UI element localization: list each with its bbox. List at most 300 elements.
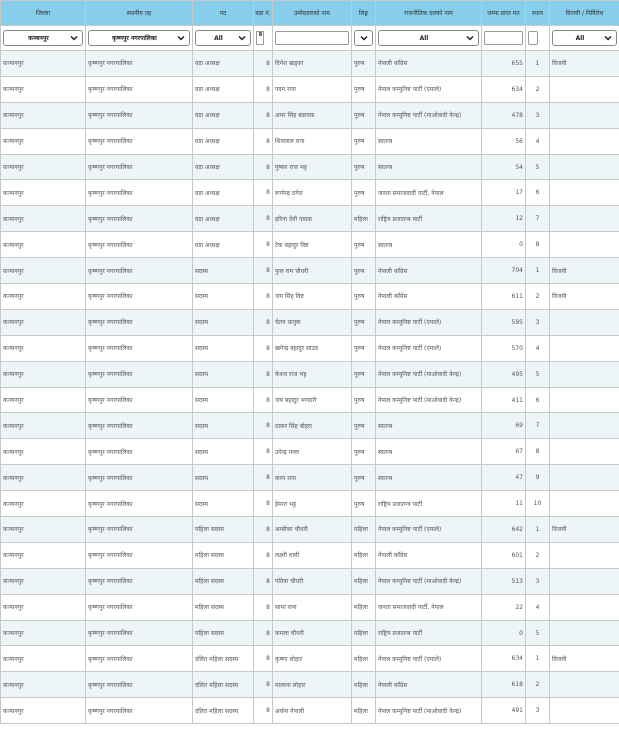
cell-party: जनता समाजवादी पार्टी, नेपाल: [376, 180, 482, 206]
cell-candidate-name: जय बहादुर भण्डारी: [273, 387, 352, 413]
header-gender[interactable]: लिङ्ग: [352, 1, 376, 26]
cell-gender: पुरुष: [352, 258, 376, 284]
table-row[interactable]: [1, 232, 619, 258]
cell-local-level: कृष्णपुर नगरपालिका: [86, 698, 193, 724]
cell-candidate-name: मालाना लोहार: [273, 672, 352, 698]
cell-district: कञ्चनपुर: [1, 568, 86, 594]
cell-gender: महिला: [352, 672, 376, 698]
cell-ward: 8: [254, 335, 273, 361]
results-body: [1, 51, 619, 724]
cell-gender: पुरुष: [352, 465, 376, 491]
table-row[interactable]: [1, 206, 619, 232]
gender-filter-select[interactable]: [354, 30, 373, 46]
cell-post: महिला सदस्य: [193, 620, 254, 646]
cell-votes: 642: [482, 517, 526, 543]
cell-winner: [550, 672, 619, 698]
cell-winner: [550, 76, 619, 102]
party-filter-select[interactable]: [378, 30, 479, 46]
cell-gender: महिला: [352, 646, 376, 672]
cell-votes: 0: [482, 620, 526, 646]
cell-winner: विजयी: [550, 646, 619, 672]
table-row[interactable]: [1, 154, 619, 180]
cell-party: नेपाली काँग्रेस: [376, 284, 482, 310]
cell-candidate-name: कृष्णा लोहार: [273, 646, 352, 672]
cell-ward: 8: [254, 51, 273, 77]
cell-candidate-name: सामा राना: [273, 594, 352, 620]
table-row[interactable]: [1, 258, 619, 284]
cell-votes: 513: [482, 568, 526, 594]
cell-gender: पुरुष: [352, 232, 376, 258]
cell-votes: 634: [482, 646, 526, 672]
post-filter-select[interactable]: [195, 30, 251, 46]
cell-local-level: कृष्णपुर नगरपालिका: [86, 491, 193, 517]
cell-rank: 9: [526, 465, 550, 491]
cell-party: नेपाल कम्युनिष्ट पार्टी (माओवादी केन्द्र): [376, 102, 482, 128]
cell-candidate-name: अर्चना नेपाली: [273, 698, 352, 724]
table-row[interactable]: [1, 413, 619, 439]
cell-gender: महिला: [352, 568, 376, 594]
header-row: [1, 1, 619, 26]
votes-filter-input[interactable]: [484, 31, 523, 45]
table-row[interactable]: [1, 387, 619, 413]
header-rank[interactable]: स्थान: [526, 1, 550, 26]
table-row[interactable]: [1, 698, 619, 724]
cell-district: कञ्चनपुर: [1, 698, 86, 724]
cell-winner: [550, 465, 619, 491]
cell-votes: 491: [482, 698, 526, 724]
cell-post: सदस्य: [193, 491, 254, 517]
cell-post: वडा अध्यक्ष: [193, 154, 254, 180]
cell-post: सदस्य: [193, 413, 254, 439]
cell-candidate-name: जय सिंह विष्ट: [273, 284, 352, 310]
cell-post: वडा अध्यक्ष: [193, 180, 254, 206]
cell-district: कञ्चनपुर: [1, 542, 86, 568]
cell-winner: विजयी: [550, 51, 619, 77]
cell-local-level: कृष्णपुर नगरपालिका: [86, 154, 193, 180]
cell-gender: पुरुष: [352, 439, 376, 465]
cell-rank: 3: [526, 568, 550, 594]
cell-gender: महिला: [352, 206, 376, 232]
cell-gender: महिला: [352, 594, 376, 620]
candidate-name-filter-input[interactable]: [275, 31, 349, 45]
cell-post: वडा अध्यक्ष: [193, 51, 254, 77]
cell-district: कञ्चनपुर: [1, 284, 86, 310]
cell-district: कञ्चनपुर: [1, 309, 86, 335]
cell-rank: 8: [526, 232, 550, 258]
cell-candidate-name: रूप्पेन्द्र ठगेरा: [273, 180, 352, 206]
cell-rank: 10: [526, 491, 550, 517]
cell-gender: महिला: [352, 542, 376, 568]
cell-votes: 54: [482, 154, 526, 180]
cell-district: कञ्चनपुर: [1, 154, 86, 180]
cell-local-level: कृष्णपुर नगरपालिका: [86, 51, 193, 77]
cell-votes: 601: [482, 542, 526, 568]
cell-rank: 2: [526, 76, 550, 102]
cell-votes: 495: [482, 361, 526, 387]
cell-post: सदस्य: [193, 361, 254, 387]
chevron-down-icon: [69, 33, 79, 43]
cell-post: सदस्य: [193, 439, 254, 465]
cell-rank: 4: [526, 594, 550, 620]
cell-ward: 8: [254, 180, 273, 206]
cell-post: वडा अध्यक्ष: [193, 128, 254, 154]
cell-ward: 8: [254, 361, 273, 387]
cell-district: कञ्चनपुर: [1, 76, 86, 102]
cell-rank: 7: [526, 206, 550, 232]
cell-candidate-name: केशव राज भट्ट: [273, 361, 352, 387]
cell-rank: 8: [526, 439, 550, 465]
cell-votes: 11: [482, 491, 526, 517]
party-filter-value: All: [419, 34, 429, 42]
header-ward[interactable]: वडा नं.: [254, 1, 273, 26]
cell-gender: पुरुष: [352, 387, 376, 413]
cell-winner: [550, 102, 619, 128]
cell-post: दलित महिला सदस्य: [193, 646, 254, 672]
cell-party: नेपाल कम्युनिष्ट पार्टी (माओवादी केन्द्र): [376, 361, 482, 387]
cell-party: स्वतन्त्र: [376, 439, 482, 465]
cell-post: सदस्य: [193, 258, 254, 284]
header-district[interactable]: जिल्ला: [1, 1, 86, 26]
chevron-down-icon: [603, 33, 613, 43]
cell-votes: 478: [482, 102, 526, 128]
cell-post: वडा अध्यक्ष: [193, 76, 254, 102]
table-row[interactable]: [1, 102, 619, 128]
cell-local-level: कृष्णपुर नगरपालिका: [86, 309, 193, 335]
cell-rank: 1: [526, 258, 550, 284]
cell-rank: 2: [526, 672, 550, 698]
cell-district: कञ्चनपुर: [1, 594, 86, 620]
cell-gender: पुरुष: [352, 309, 376, 335]
cell-winner: [550, 413, 619, 439]
cell-candidate-name: खगेन्द्र बहादुर साउद: [273, 335, 352, 361]
cell-candidate-name: अमर सिंह बडायक: [273, 102, 352, 128]
cell-ward: 8: [254, 232, 273, 258]
cell-votes: 56: [482, 128, 526, 154]
cell-party: नेपाली काँग्रेस: [376, 672, 482, 698]
cell-local-level: कृष्णपुर नगरपालिका: [86, 76, 193, 102]
cell-district: कञ्चनपुर: [1, 439, 86, 465]
cell-ward: 8: [254, 568, 273, 594]
cell-votes: 69: [482, 413, 526, 439]
cell-candidate-name: करन राना: [273, 465, 352, 491]
cell-winner: [550, 180, 619, 206]
cell-party: नेपाली काँग्रेस: [376, 51, 482, 77]
cell-post: वडा अध्यक्ष: [193, 206, 254, 232]
cell-winner: विजयी: [550, 284, 619, 310]
table-row[interactable]: [1, 568, 619, 594]
cell-local-level: कृष्णपुर नगरपालिका: [86, 284, 193, 310]
cell-rank: 6: [526, 387, 550, 413]
cell-rank: 3: [526, 102, 550, 128]
cell-party: स्वतन्त्र: [376, 128, 482, 154]
cell-party: स्वतन्त्र: [376, 232, 482, 258]
cell-rank: 4: [526, 128, 550, 154]
cell-post: सदस्य: [193, 309, 254, 335]
cell-votes: 611: [482, 284, 526, 310]
table-row[interactable]: [1, 361, 619, 387]
cell-winner: विजयी: [550, 517, 619, 543]
cell-ward: 8: [254, 672, 273, 698]
cell-party: राष्ट्रिय प्रजातन्त्र पार्टी: [376, 206, 482, 232]
cell-winner: [550, 361, 619, 387]
cell-district: कञ्चनपुर: [1, 517, 86, 543]
cell-gender: पुरुष: [352, 76, 376, 102]
cell-district: कञ्चनपुर: [1, 206, 86, 232]
cell-candidate-name: उपेन्द्र मल्ल: [273, 439, 352, 465]
local-level-filter-select[interactable]: [88, 30, 190, 46]
cell-gender: पुरुष: [352, 180, 376, 206]
cell-rank: 3: [526, 698, 550, 724]
cell-district: कञ्चनपुर: [1, 51, 86, 77]
winner-filter-select[interactable]: [552, 30, 617, 46]
post-filter-value: All: [214, 34, 223, 42]
cell-ward: 8: [254, 387, 273, 413]
cell-local-level: कृष्णपुर नगरपालिका: [86, 102, 193, 128]
table-row[interactable]: [1, 180, 619, 206]
table-row[interactable]: [1, 594, 619, 620]
cell-district: कञ्चनपुर: [1, 258, 86, 284]
cell-winner: [550, 309, 619, 335]
cell-gender: पुरुष: [352, 335, 376, 361]
header-winner[interactable]: विजयी / निर्विरोध: [550, 1, 619, 26]
cell-district: कञ्चनपुर: [1, 128, 86, 154]
cell-party: राष्ट्रिय प्रजातन्त्र पार्टी: [376, 620, 482, 646]
cell-local-level: कृष्णपुर नगरपालिका: [86, 517, 193, 543]
cell-candidate-name: टेक बहादुर विष्ट: [273, 232, 352, 258]
cell-party: नेपाल कम्युनिष्ट पार्टी (माओवादी केन्द्र): [376, 568, 482, 594]
cell-winner: [550, 568, 619, 594]
cell-ward: 8: [254, 206, 273, 232]
cell-local-level: कृष्णपुर नगरपालिका: [86, 465, 193, 491]
cell-winner: [550, 439, 619, 465]
cell-votes: 411: [482, 387, 526, 413]
cell-post: महिला सदस्य: [193, 542, 254, 568]
cell-district: कञ्चनपुर: [1, 335, 86, 361]
cell-ward: 8: [254, 258, 273, 284]
cell-ward: 8: [254, 491, 273, 517]
cell-ward: 8: [254, 128, 273, 154]
cell-district: कञ्चनपुर: [1, 646, 86, 672]
cell-rank: 5: [526, 620, 550, 646]
cell-rank: 1: [526, 51, 550, 77]
cell-candidate-name: पदम राना: [273, 76, 352, 102]
cell-party: जनता समाजवादी पार्टी, नेपाल: [376, 594, 482, 620]
table-row[interactable]: [1, 309, 619, 335]
cell-ward: 8: [254, 698, 273, 724]
cell-rank: 4: [526, 335, 550, 361]
chevron-down-icon: [237, 33, 247, 43]
cell-party: स्वतन्त्र: [376, 465, 482, 491]
header-votes[interactable]: जम्मा प्राप्त मत: [482, 1, 526, 26]
cell-ward: 8: [254, 517, 273, 543]
cell-ward: 8: [254, 154, 273, 180]
cell-candidate-name: अम्बीका चौधरी: [273, 517, 352, 543]
cell-votes: 67: [482, 439, 526, 465]
header-candidate-name[interactable]: उम्मेदवारको नाम: [273, 1, 352, 26]
district-filter-value: कञ्चनपुर: [28, 35, 49, 42]
table-row[interactable]: [1, 335, 619, 361]
cell-winner: [550, 154, 619, 180]
table-row[interactable]: [1, 542, 619, 568]
cell-votes: 570: [482, 335, 526, 361]
cell-local-level: कृष्णपुर नगरपालिका: [86, 258, 193, 284]
cell-post: सदस्य: [193, 387, 254, 413]
cell-candidate-name: लक्ष्मी धामी: [273, 542, 352, 568]
cell-district: कञ्चनपुर: [1, 672, 86, 698]
cell-gender: पुरुष: [352, 413, 376, 439]
cell-votes: 704: [482, 258, 526, 284]
cell-winner: [550, 128, 619, 154]
cell-winner: [550, 491, 619, 517]
cell-district: कञ्चनपुर: [1, 620, 86, 646]
cell-party: नेपाल कम्युनिष्ट पार्टी (एमाले): [376, 335, 482, 361]
cell-district: कञ्चनपुर: [1, 491, 86, 517]
cell-party: नेपाल कम्युनिष्ट पार्टी (माओवादी केन्द्र): [376, 387, 482, 413]
cell-candidate-name: दिनेश खड्का: [273, 51, 352, 77]
cell-gender: महिला: [352, 620, 376, 646]
cell-candidate-name: कमला चौधरी: [273, 620, 352, 646]
cell-post: दलित महिला सदस्य: [193, 672, 254, 698]
cell-gender: पुरुष: [352, 128, 376, 154]
table-row[interactable]: [1, 491, 619, 517]
cell-votes: 634: [482, 76, 526, 102]
cell-winner: [550, 387, 619, 413]
cell-post: सदस्य: [193, 335, 254, 361]
cell-local-level: कृष्णपुर नगरपालिका: [86, 180, 193, 206]
ward-filter-input[interactable]: 8: [256, 31, 264, 45]
cell-ward: 8: [254, 284, 273, 310]
cell-district: कञ्चनपुर: [1, 180, 86, 206]
cell-gender: पुरुष: [352, 361, 376, 387]
cell-gender: पुरुष: [352, 491, 376, 517]
cell-post: वडा अध्यक्ष: [193, 232, 254, 258]
table-row[interactable]: [1, 51, 619, 77]
cell-gender: महिला: [352, 698, 376, 724]
cell-ward: 8: [254, 439, 273, 465]
cell-votes: 655: [482, 51, 526, 77]
winner-filter-value: All: [575, 34, 585, 42]
cell-rank: 1: [526, 517, 550, 543]
table-row[interactable]: [1, 128, 619, 154]
header-post[interactable]: पद: [193, 1, 254, 26]
cell-votes: 12: [482, 206, 526, 232]
cell-party: नेपाल कम्युनिष्ट पार्टी (एमाले): [376, 517, 482, 543]
cell-winner: [550, 620, 619, 646]
cell-post: दलित महिला सदस्य: [193, 698, 254, 724]
district-filter-select[interactable]: [3, 30, 83, 46]
cell-gender: पुरुष: [352, 154, 376, 180]
cell-party: स्वतन्त्र: [376, 413, 482, 439]
cell-local-level: कृष्णपुर नगरपालिका: [86, 439, 193, 465]
cell-local-level: कृष्णपुर नगरपालिका: [86, 620, 193, 646]
cell-rank: 3: [526, 309, 550, 335]
cell-votes: 22: [482, 594, 526, 620]
cell-local-level: कृष्णपुर नगरपालिका: [86, 568, 193, 594]
cell-votes: 595: [482, 309, 526, 335]
table-row[interactable]: [1, 76, 619, 102]
cell-winner: [550, 335, 619, 361]
cell-gender: पुरुष: [352, 102, 376, 128]
cell-gender: पुरुष: [352, 284, 376, 310]
cell-rank: 5: [526, 154, 550, 180]
cell-rank: 2: [526, 542, 550, 568]
table-row[interactable]: [1, 465, 619, 491]
cell-candidate-name: शिवलाल राना: [273, 128, 352, 154]
chevron-down-icon: [359, 33, 369, 43]
chevron-down-icon: [176, 33, 186, 43]
cell-ward: 8: [254, 413, 273, 439]
chevron-down-icon: [465, 33, 475, 43]
cell-rank: 1: [526, 646, 550, 672]
cell-ward: 8: [254, 309, 273, 335]
cell-district: कञ्चनपुर: [1, 102, 86, 128]
cell-candidate-name: हेमन्त भट्ट: [273, 491, 352, 517]
cell-votes: 0: [482, 232, 526, 258]
table-row[interactable]: [1, 672, 619, 698]
table-row[interactable]: [1, 284, 619, 310]
cell-ward: 8: [254, 102, 273, 128]
cell-rank: 5: [526, 361, 550, 387]
header-party[interactable]: राजनीतिक दलको नाम: [376, 1, 482, 26]
cell-party: राष्ट्रिय प्रजातन्त्र पार्टी: [376, 491, 482, 517]
cell-gender: महिला: [352, 517, 376, 543]
cell-candidate-name: फुल राम चौधरी: [273, 258, 352, 284]
rank-filter-input[interactable]: [528, 31, 538, 45]
cell-district: कञ्चनपुर: [1, 387, 86, 413]
header-local-level[interactable]: स्थानीय तह: [86, 1, 193, 26]
cell-ward: 8: [254, 646, 273, 672]
cell-ward: 8: [254, 76, 273, 102]
cell-ward: 8: [254, 542, 273, 568]
cell-local-level: कृष्णपुर नगरपालिका: [86, 646, 193, 672]
cell-candidate-name: पवित्रा चौधरी: [273, 568, 352, 594]
cell-local-level: कृष्णपुर नगरपालिका: [86, 335, 193, 361]
cell-local-level: कृष्णपुर नगरपालिका: [86, 232, 193, 258]
cell-post: वडा अध्यक्ष: [193, 102, 254, 128]
cell-party: स्वतन्त्र: [376, 154, 482, 180]
cell-district: कञ्चनपुर: [1, 361, 86, 387]
cell-post: सदस्य: [193, 284, 254, 310]
cell-votes: 17: [482, 180, 526, 206]
cell-winner: [550, 206, 619, 232]
cell-winner: [550, 594, 619, 620]
cell-local-level: कृष्णपुर नगरपालिका: [86, 594, 193, 620]
cell-local-level: कृष्णपुर नगरपालिका: [86, 128, 193, 154]
cell-rank: 7: [526, 413, 550, 439]
cell-winner: [550, 232, 619, 258]
cell-winner: [550, 542, 619, 568]
table-row[interactable]: [1, 439, 619, 465]
cell-party: नेपाली काँग्रेस: [376, 258, 482, 284]
cell-local-level: कृष्णपुर नगरपालिका: [86, 361, 193, 387]
table-row[interactable]: [1, 646, 619, 672]
cell-party: नेपाल कम्युनिष्ट पार्टी (माओवादी केन्द्र): [376, 698, 482, 724]
cell-candidate-name: ठाकर सिंह बोहरा: [273, 413, 352, 439]
cell-candidate-name: हरिना देवी पाठक: [273, 206, 352, 232]
cell-party: नेपाल कम्युनिष्ट पार्टी (एमाले): [376, 309, 482, 335]
table-row[interactable]: [1, 620, 619, 646]
cell-rank: 6: [526, 180, 550, 206]
cell-post: महिला सदस्य: [193, 594, 254, 620]
cell-votes: 618: [482, 672, 526, 698]
table-row[interactable]: [1, 517, 619, 543]
cell-winner: [550, 698, 619, 724]
cell-local-level: कृष्णपुर नगरपालिका: [86, 542, 193, 568]
cell-ward: 8: [254, 594, 273, 620]
cell-post: महिला सदस्य: [193, 517, 254, 543]
filter-row: [1, 26, 619, 51]
local-level-filter-value: कृष्णपुर नगरपालिका: [112, 35, 157, 42]
